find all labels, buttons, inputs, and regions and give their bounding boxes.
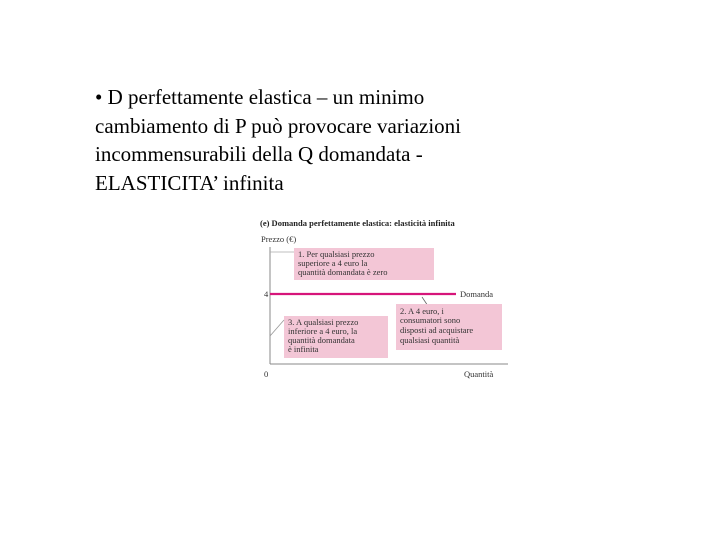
x-axis-label: Quantità: [464, 369, 494, 379]
callout-3-line: è infinita: [288, 344, 319, 354]
callout-2-line: qualsiasi quantità: [400, 335, 460, 345]
callout-3-line: inferiore a 4 euro, la: [288, 326, 358, 336]
callout-3-leader: [270, 320, 284, 336]
y-axis-label: Prezzo (€): [261, 234, 297, 244]
callout-1-line: superiore a 4 euro la: [298, 258, 368, 268]
bullet-line: cambiamento di P può provocare variazioni: [95, 113, 462, 138]
bullet-line: incommensurabili della Q domandata -: [95, 142, 423, 166]
y-tick-label: 4: [264, 289, 269, 299]
bullet-line: ELASTICITA’ infinita: [95, 170, 284, 195]
demand-chart: [250, 212, 520, 382]
callout-3-heading: 3. A qualsiasi prezzo: [288, 317, 359, 327]
origin-label: 0: [264, 369, 269, 379]
bullet-text: [95, 83, 565, 197]
demand-label: Domanda: [460, 289, 494, 299]
callout-2-line: consumatori sono: [400, 315, 461, 325]
bullet-line: • D perfettamente elastica – un minimo: [95, 85, 425, 109]
chart-title: (e) Domanda perfettamente elastica: elasticità infinita: [260, 218, 455, 228]
callout-2-heading: 2. A 4 euro, i: [400, 306, 444, 316]
callout-1-heading: 1. Per qualsiasi prezzo: [298, 249, 375, 259]
callout-1-line: quantità domandata è zero: [298, 267, 388, 277]
callout-2-line: disposti ad acquistare: [400, 325, 474, 335]
callout-3-line: quantità domandata: [288, 335, 355, 345]
demand-figure: [250, 212, 520, 382]
